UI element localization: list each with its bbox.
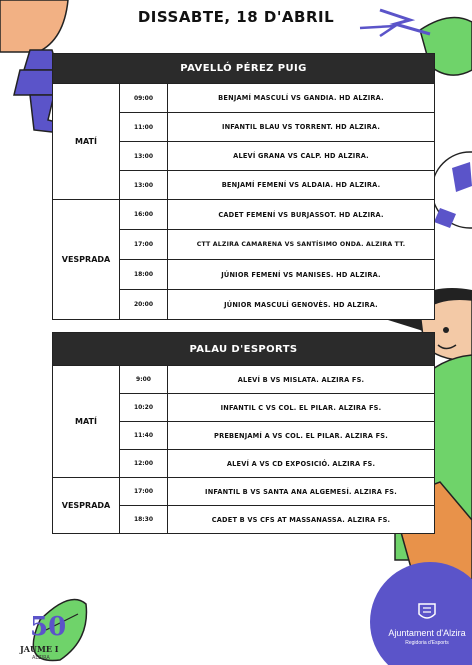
match-time: 16:00 xyxy=(120,200,168,230)
match-time: 12:00 xyxy=(120,450,168,478)
match-description: ALEVÍ GRANA VS CALP. HD ALZIRA. xyxy=(168,142,435,171)
match-time: 10:20 xyxy=(120,394,168,422)
logo-number: 50 xyxy=(30,612,67,642)
match-time: 17:00 xyxy=(120,230,168,260)
logo-line2: ALZIRA xyxy=(32,655,50,661)
page-title: DISSABTE, 18 D'ABRIL xyxy=(137,8,335,26)
jaume-i-logo xyxy=(6,612,76,664)
match-description: JÚNIOR MASCULÍ GENOVÈS. HD ALZIRA. xyxy=(168,290,435,320)
period-label: MATÍ xyxy=(53,84,120,200)
coat-of-arms-icon xyxy=(415,600,439,624)
venue-schedule-table-2 xyxy=(52,332,435,534)
match-description: BENJAMÍ FEMENÍ VS ALDAIA. HD ALZIRA. xyxy=(168,171,435,200)
match-description: CADET FEMENÍ VS BURJASSOT. HD ALZIRA. xyxy=(168,200,435,230)
match-time: 13:00 xyxy=(120,142,168,171)
match-description: INFANTIL C VS COL. EL PILAR. ALZIRA FS. xyxy=(168,394,435,422)
period-label: VESPRADA xyxy=(53,200,120,320)
match-description: CTT ALZIRA CAMARENA VS SANTÍSIMO ONDA. ALZIRA TT. xyxy=(168,230,435,260)
match-time: 18:00 xyxy=(120,260,168,290)
period-label: VESPRADA xyxy=(53,478,120,534)
logo-name: Ajuntament d'Alzira xyxy=(388,628,466,638)
match-description: CADET B VS CFS AT MASSANASSA. ALZIRA FS. xyxy=(168,506,435,534)
match-description: PREBENJAMÍ A VS COL. EL PILAR. ALZIRA FS. xyxy=(168,422,435,450)
match-time: 13:00 xyxy=(120,171,168,200)
venue-schedule-table-1 xyxy=(52,53,435,320)
match-time: 09:00 xyxy=(120,84,168,113)
match-description: INFANTIL B VS SANTA ANA ALGEMESÍ. ALZIRA FS. xyxy=(168,478,435,506)
match-time: 18:30 xyxy=(120,506,168,534)
ajuntament-logo xyxy=(382,600,472,664)
match-time: 20:00 xyxy=(120,290,168,320)
logo-line1: JAUME I xyxy=(20,644,59,654)
match-time: 9:00 xyxy=(120,366,168,394)
period-label: MATÍ xyxy=(53,366,120,478)
match-time: 11:00 xyxy=(120,113,168,142)
match-time: 11:40 xyxy=(120,422,168,450)
match-description: BENJAMÍ MASCULÍ VS GANDIA. HD ALZIRA. xyxy=(168,84,435,113)
venue-name: PALAU D'ESPORTS xyxy=(53,333,435,366)
match-description: ALEVÍ A VS CD EXPOSICIÓ. ALZIRA FS. xyxy=(168,450,435,478)
match-description: INFANTIL BLAU VS TORRENT. HD ALZIRA. xyxy=(168,113,435,142)
logo-dept: Regidoria d'Esports xyxy=(405,640,449,646)
venue-name: PAVELLÓ PÉREZ PUIG xyxy=(53,54,435,84)
match-time: 17:00 xyxy=(120,478,168,506)
match-description: ALEVÍ B VS MISLATA. ALZIRA FS. xyxy=(168,366,435,394)
ball-icon xyxy=(432,152,472,228)
match-description: JÚNIOR FEMENÍ VS MANISES. HD ALZIRA. xyxy=(168,260,435,290)
